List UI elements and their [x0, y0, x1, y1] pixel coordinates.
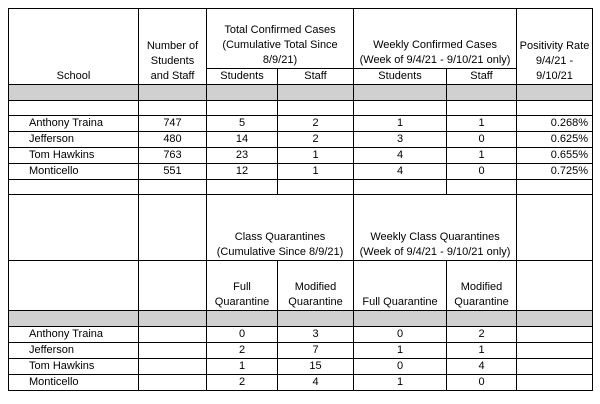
positivity-header: Positivity Rate 9/4/21 - 9/10/21	[517, 9, 593, 85]
table-row	[9, 359, 593, 375]
gray-divider-row	[9, 85, 593, 101]
weekly-full-quarantine: 0	[354, 359, 447, 375]
weekly-staff-header: Staff	[447, 69, 517, 85]
positivity-rate: 0.725%	[517, 164, 593, 180]
school-name: Tom Hawkins	[9, 148, 139, 164]
weekly-cases-header: Weekly Confirmed Cases (Week of 9/4/21 - 9/10/21 only)	[354, 9, 517, 69]
covid-cases-table	[8, 8, 593, 391]
cum-full-quarantine: 2	[207, 343, 278, 359]
cum-full-quarantine: 1	[207, 359, 278, 375]
weekly-modified-header: Modified Quarantine	[447, 261, 517, 311]
table-row	[9, 327, 593, 343]
cum-modified-quarantine: 4	[278, 375, 354, 391]
quarantine-header-row	[9, 195, 593, 261]
table-row	[9, 375, 593, 391]
cum-full-quarantine: 2	[207, 375, 278, 391]
weekly-quarantines-header: Weekly Class Quarantines (Week of 9/4/21 - 9/10/21 only)	[354, 195, 517, 261]
weekly-modified-quarantine: 0	[447, 375, 517, 391]
school-name: Monticello	[9, 164, 139, 180]
weekly-full-quarantine: 1	[354, 375, 447, 391]
school-name: Jefferson	[9, 132, 139, 148]
weekly-students-cases: 4	[354, 148, 447, 164]
positivity-rate: 0.655%	[517, 148, 593, 164]
enrollment-count: 551	[139, 164, 207, 180]
weekly-students-cases: 4	[354, 164, 447, 180]
cum-modified-quarantine: 7	[278, 343, 354, 359]
cum-full-header: Full Quarantine	[207, 261, 278, 311]
school-name: Jefferson	[9, 343, 139, 359]
positivity-rate: 0.625%	[517, 132, 593, 148]
table-row	[9, 164, 593, 180]
total-students-header: Students	[207, 69, 278, 85]
school-header: School	[9, 9, 139, 85]
enrollment-count: 747	[139, 116, 207, 132]
total-staff-cases: 2	[278, 132, 354, 148]
table-row	[9, 343, 593, 359]
school-name: Anthony Traina	[9, 116, 139, 132]
table-row	[9, 116, 593, 132]
enrollment-header: Number of Students and Staff	[139, 9, 207, 85]
table-row	[9, 132, 593, 148]
total-cases-header: Total Confirmed Cases (Cumulative Total Since 8/9/21)	[207, 9, 354, 69]
gray-divider-row	[9, 311, 593, 327]
total-staff-header: Staff	[278, 69, 354, 85]
school-name: Tom Hawkins	[9, 359, 139, 375]
weekly-students-cases: 1	[354, 116, 447, 132]
cum-modified-quarantine: 15	[278, 359, 354, 375]
enrollment-count: 480	[139, 132, 207, 148]
school-name: Monticello	[9, 375, 139, 391]
positivity-rate: 0.268%	[517, 116, 593, 132]
cum-modified-quarantine: 3	[278, 327, 354, 343]
school-name: Anthony Traina	[9, 327, 139, 343]
weekly-modified-quarantine: 2	[447, 327, 517, 343]
table-row	[9, 148, 593, 164]
weekly-modified-quarantine: 1	[447, 343, 517, 359]
weekly-full-header: Full Quarantine	[354, 261, 447, 311]
weekly-modified-quarantine: 4	[447, 359, 517, 375]
total-students-cases: 14	[207, 132, 278, 148]
weekly-staff-cases: 0	[447, 132, 517, 148]
weekly-staff-cases: 1	[447, 148, 517, 164]
class-quarantines-header: Class Quarantines (Cumulative Since 8/9/21)	[207, 195, 354, 261]
total-staff-cases: 1	[278, 148, 354, 164]
weekly-full-quarantine: 1	[354, 343, 447, 359]
total-students-cases: 5	[207, 116, 278, 132]
weekly-staff-cases: 0	[447, 164, 517, 180]
cases-header-row	[9, 9, 593, 69]
total-staff-cases: 1	[278, 164, 354, 180]
blank-row	[9, 180, 593, 195]
total-students-cases: 23	[207, 148, 278, 164]
total-students-cases: 12	[207, 164, 278, 180]
quarantine-subheader-row	[9, 261, 593, 311]
weekly-staff-cases: 1	[447, 116, 517, 132]
cum-modified-header: Modified Quarantine	[278, 261, 354, 311]
weekly-students-cases: 3	[354, 132, 447, 148]
weekly-students-header: Students	[354, 69, 447, 85]
weekly-full-quarantine: 0	[354, 327, 447, 343]
blank-row	[9, 101, 593, 116]
cum-full-quarantine: 0	[207, 327, 278, 343]
enrollment-count: 763	[139, 148, 207, 164]
total-staff-cases: 2	[278, 116, 354, 132]
